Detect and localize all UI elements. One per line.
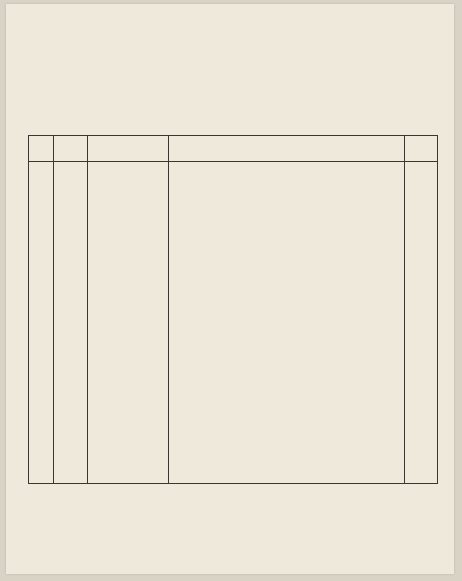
document-page: [6, 4, 454, 574]
column-divider: [168, 136, 169, 483]
parts-table: [28, 135, 438, 484]
column-divider: [404, 136, 405, 483]
column-divider: [87, 136, 88, 483]
column-divider: [53, 136, 54, 483]
header-divider: [29, 161, 437, 162]
